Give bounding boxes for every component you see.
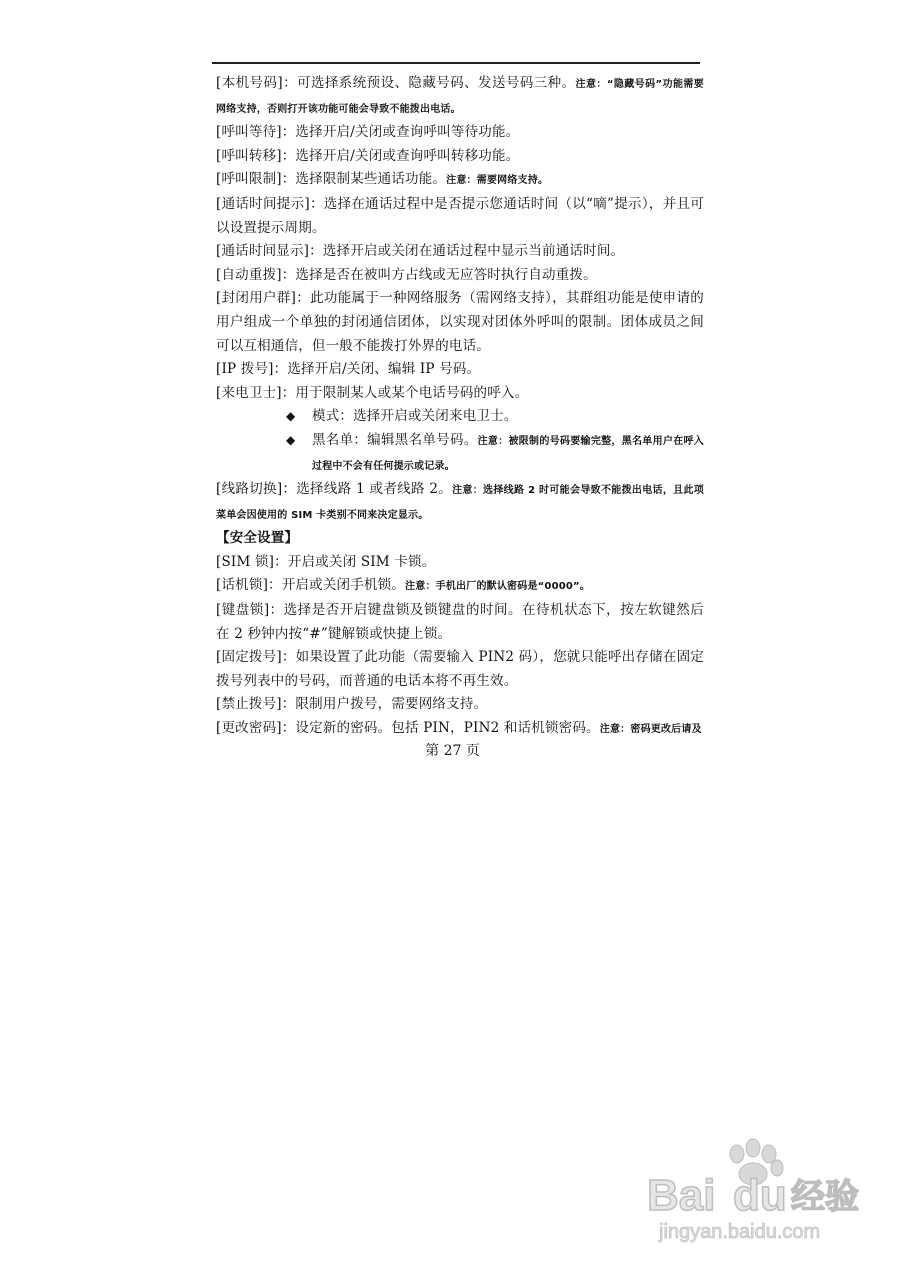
header-rule <box>212 62 700 64</box>
document-body <box>216 72 704 742</box>
paragraph-text: [线路切换]：选择线路 1 或者线路 2。 <box>216 481 453 498</box>
watermark-brand-suffix: du <box>733 1171 787 1220</box>
paragraph-text: [呼叫转移]：选择开启/关闭或查询呼叫转移功能。 <box>216 147 520 164</box>
paragraph-caller-id <box>216 72 704 121</box>
note-text: 注意：密码更改后请及 <box>599 724 702 736</box>
paragraph-text: [话机锁]：开启或关闭手机锁。 <box>216 577 406 594</box>
paragraph-fixed-dialing <box>216 646 704 693</box>
paragraph-text: [来电卫士]：用于限制某人或某个电话号码的呼入。 <box>216 384 529 401</box>
paragraph-text: [封闭用户群]：此功能属于一种网络服务（需网络支持），其群组功能是使申请的用户组成一个单独的封闭通信团体，以实现对团体外呼叫的限制。团体成员之间可以互相通信，但一般不能拨打外界的电话。 <box>216 290 704 354</box>
paragraph-barred-dialing <box>216 693 704 717</box>
paragraph-text: [通话时间显示]：选择开启或关闭在通话过程中显示当前通话时间。 <box>216 243 625 260</box>
paragraph-call-forwarding <box>216 145 704 169</box>
bullet-text: 模式：选择开启或关闭来电卫士。 <box>312 408 518 425</box>
paragraph-text: [键盘锁]：选择是否开启键盘锁及锁键盘的时间。在待机状态下，按左软键然后在 2 秒钟内按“#”键解锁或快捷上锁。 <box>216 602 704 642</box>
note-text: 注意：被限制的号码要输完整，黑名单用户在呼入过程中不会有任何提示或记录。 <box>312 435 704 472</box>
paragraph-call-waiting <box>216 121 704 145</box>
bullet-text: 黑名单：编辑黑名单号码。 <box>312 431 478 448</box>
paragraph-closed-user-group <box>216 287 704 358</box>
paragraph-call-guard <box>216 382 704 406</box>
note-text: 注意：“隐藏号码”功能需要网络支持，否则打开该功能可能会导致不能拨出电话。 <box>216 79 705 115</box>
paragraph-change-password <box>216 717 704 742</box>
paragraph-ip-dial <box>216 358 704 382</box>
watermark-brand: Bai <box>647 1171 716 1220</box>
paragraph-auto-redial <box>216 264 704 288</box>
diamond-bullet-icon: ◆ <box>286 432 296 447</box>
note-text: 注意：选择线路 2 时可能会导致不能拨出电话，且此项菜单会因使用的 SIM 卡类别不同来决定显示。 <box>216 485 704 521</box>
paragraph-text: [禁止拨号]：限制用户拨号，需要网络支持。 <box>216 696 488 713</box>
paragraph-line-switch <box>216 478 704 527</box>
note-text: 注意：手机出厂的默认密码是“0000”。 <box>405 581 591 593</box>
paragraph-sim-lock <box>216 551 704 575</box>
note-text: 注意：需要网络支持。 <box>446 175 549 187</box>
watermark-product: 经验 <box>791 1177 859 1217</box>
paragraph-text: [SIM 锁]：开启或关闭 SIM 卡锁。 <box>216 553 436 570</box>
paragraph-text: [呼叫限制]：选择限制某些通话功能。 <box>216 171 447 188</box>
page-number: 第 27 页 <box>425 743 480 759</box>
paragraph-text: [通话时间提示]：选择在通话过程中是否提示您通话时间（以“嘀”提示），并且可以设置提示周期。 <box>216 195 704 236</box>
watermark-url: jingyan.baidu.com <box>659 1221 821 1243</box>
baidu-jingyan-watermark <box>645 1138 885 1248</box>
paragraph-call-time-reminder <box>216 193 704 240</box>
paragraph-keypad-lock <box>216 599 704 646</box>
bullet-item-blacklist <box>286 429 704 478</box>
paragraph-call-time-display <box>216 240 704 264</box>
section-heading: 【安全设置】 <box>216 530 299 547</box>
diamond-bullet-icon: ◆ <box>286 409 296 424</box>
paragraph-text: [IP 拨号]：选择开启/关闭、编辑 IP 号码。 <box>216 361 481 378</box>
paragraph-text: [固定拨号]：如果设置了此功能（需要输入 PIN2 码），您就只能呼出存储在固定拨号列表中的号码，而普通的电话本将不再生效。 <box>216 649 704 689</box>
paragraph-text: [呼叫等待]：选择开启/关闭或查询呼叫等待功能。 <box>216 124 520 141</box>
paragraph-phone-lock <box>216 574 704 599</box>
paragraph-text: [本机号码]：可选择系统预设、隐藏号码、发送号码三种。 <box>216 75 576 91</box>
paragraph-text: [自动重拨]：选择是否在被叫方占线或无应答时执行自动重拨。 <box>216 266 597 283</box>
bullet-item-mode <box>286 405 704 429</box>
paragraph-call-barring <box>216 168 704 193</box>
paragraph-text: [更改密码]：设定新的密码。包括 PIN，PIN2 和话机锁密码。 <box>216 720 600 737</box>
